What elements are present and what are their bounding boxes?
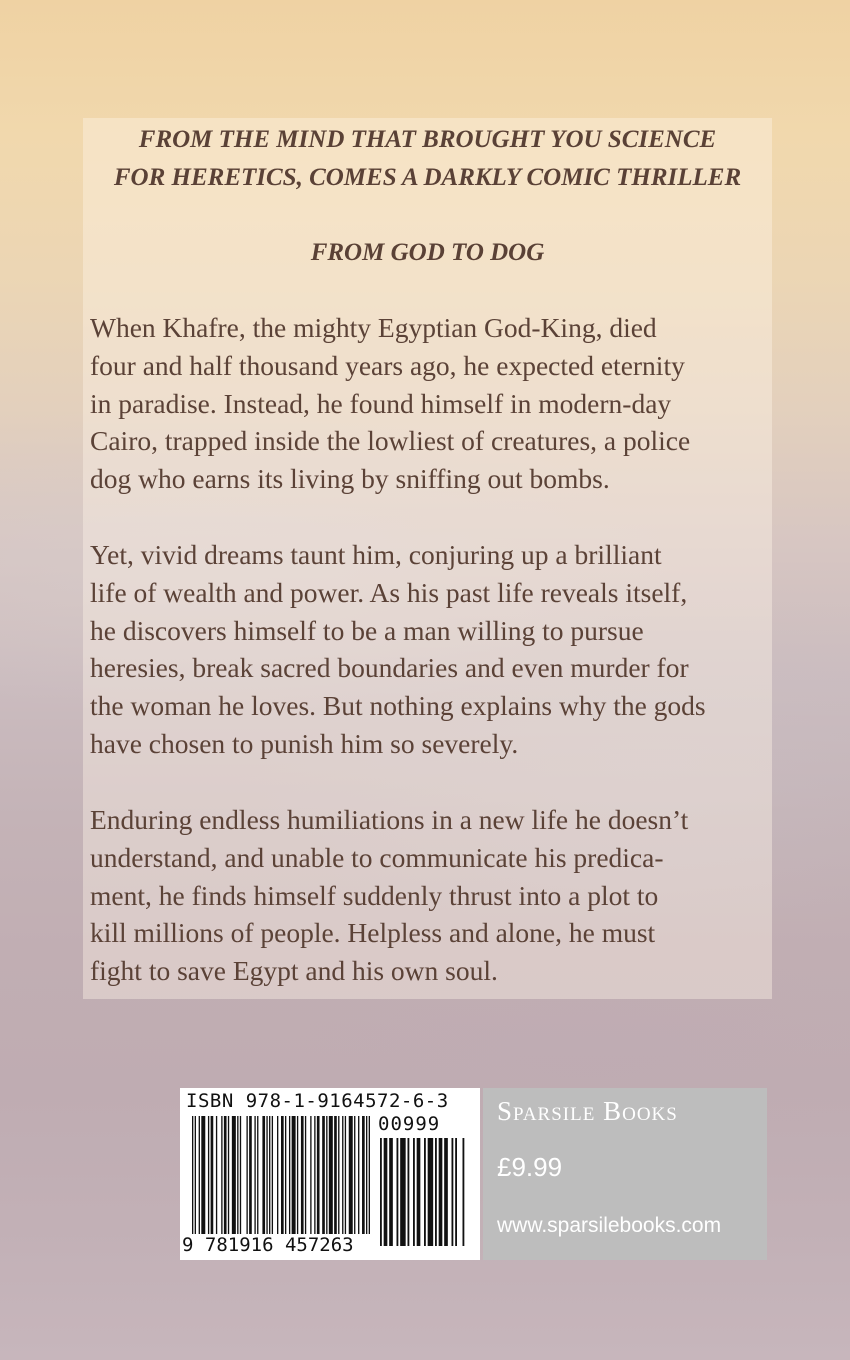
blurb-line: Enduring endless humiliations in a new life he doesn’t xyxy=(90,804,689,835)
barcode-bar xyxy=(362,1116,365,1234)
barcode-bar xyxy=(384,1138,388,1246)
barcode-bar xyxy=(334,1116,337,1234)
barcode-bar xyxy=(289,1116,290,1234)
barcode-bar xyxy=(349,1116,353,1234)
barcode-bar xyxy=(322,1116,325,1234)
tagline-line-2: FOR HERETICS, COMES A DARKLY COMIC THRILLER xyxy=(113,164,742,191)
barcode-bar xyxy=(417,1138,421,1246)
barcode-bar xyxy=(400,1138,406,1246)
barcode-bar xyxy=(463,1138,465,1246)
blurb-paragraph-2 xyxy=(90,536,770,763)
barcode-bar xyxy=(211,1116,214,1234)
barcode-bar xyxy=(297,1116,298,1234)
blurb-line: the woman he loves. But nothing explains why the gods xyxy=(90,690,706,722)
barcode-bar xyxy=(369,1116,370,1234)
book-price: £9.99 xyxy=(497,1152,563,1182)
barcode-addon-number: 00999 xyxy=(378,1113,441,1135)
barcode-bar xyxy=(424,1138,426,1246)
barcode-bar xyxy=(413,1138,415,1246)
blurb-line: ment, he finds himself suddenly thrust into a plot to xyxy=(90,879,659,911)
barcode-bar xyxy=(326,1116,327,1234)
blurb-line: have chosen to punish him so severely. xyxy=(90,727,519,759)
barcode-bar xyxy=(201,1116,205,1234)
blurb-line: heresies, break sacred boundaries and even murder for xyxy=(90,652,689,684)
barcode-bar xyxy=(452,1138,454,1246)
barcode-bar xyxy=(192,1116,193,1234)
blurb-line: dog who earns its living by sniffing out bombs. xyxy=(90,463,610,495)
barcode-addon-bars xyxy=(380,1138,468,1246)
barcode-bar xyxy=(305,1116,306,1234)
blurb-line: When Khafre, the mighty Egyptian God-King, died xyxy=(90,312,657,343)
barcode-bars xyxy=(192,1116,370,1234)
blurb-line: fight to save Egypt and his own soul. xyxy=(90,955,498,987)
blurb-line: Cairo, trapped inside the lowliest of creatures, a police xyxy=(90,425,691,457)
barcode-bar xyxy=(345,1116,346,1234)
blurb-line: he discovers himself to be a man willing to pursue xyxy=(90,614,644,646)
barcode-bar xyxy=(237,1116,238,1234)
barcode-bar xyxy=(224,1116,227,1234)
barcode-bar xyxy=(317,1116,320,1234)
blurb-panel xyxy=(83,118,772,999)
barcode-bar xyxy=(428,1138,434,1246)
barcode-bar xyxy=(292,1116,296,1234)
barcode-bar xyxy=(228,1116,229,1234)
barcode-bar xyxy=(254,1116,255,1234)
barcode-bar xyxy=(240,1116,241,1234)
barcode-bar xyxy=(208,1116,209,1234)
publisher-box xyxy=(483,1088,767,1260)
barcode-bar xyxy=(342,1116,343,1234)
blurb-line: four and half thousand years ago, he expected eternity xyxy=(90,349,685,381)
barcode-bar xyxy=(354,1116,355,1234)
barcode-bar xyxy=(338,1116,339,1234)
isbn-label: ISBN 978-1-9164572-6-3 xyxy=(186,1090,449,1112)
barcode-bar xyxy=(272,1116,273,1234)
barcode-bar xyxy=(199,1116,200,1234)
barcode-bar xyxy=(408,1138,410,1246)
barcode-bar xyxy=(380,1138,382,1246)
blurb-line: life of wealth and power. As his past life reveals itself, xyxy=(90,576,688,608)
barcode-bar xyxy=(435,1138,437,1246)
barcode-bar xyxy=(455,1138,457,1246)
tagline-line-1: FROM THE MIND THAT BROUGHT YOU SCIENCE xyxy=(138,126,717,153)
barcode-bar xyxy=(221,1116,222,1234)
blurb-paragraph-1 xyxy=(90,309,770,498)
barcode-bar xyxy=(285,1116,286,1234)
barcode-bar xyxy=(358,1116,359,1234)
barcode-bar xyxy=(439,1138,443,1246)
blurb-line: understand, and unable to communicate his predica- xyxy=(90,841,664,873)
publisher-name: Sparsile Books xyxy=(497,1096,678,1126)
barcode-bar xyxy=(310,1116,311,1234)
barcode-bar xyxy=(216,1116,217,1234)
ean-digits: 9 781916 457263 xyxy=(182,1234,354,1256)
barcode-bar xyxy=(397,1138,399,1246)
blurb-paragraph-3 xyxy=(90,801,770,990)
isbn-barcode xyxy=(180,1088,480,1260)
barcode-bar xyxy=(301,1116,304,1234)
blurb-line: Yet, vivid dreams taunt him, conjuring up a brilliant xyxy=(90,539,662,570)
blurb-line: kill millions of people. Helpless and alone, he must xyxy=(90,917,656,949)
barcode-bar xyxy=(314,1116,315,1234)
barcode-bar xyxy=(266,1116,267,1234)
barcode-bar xyxy=(232,1116,236,1234)
barcode-bar xyxy=(246,1116,247,1234)
barcode-bar xyxy=(389,1138,393,1246)
publisher-website: www.sparsilebooks.com xyxy=(497,1214,722,1237)
barcode-bar xyxy=(281,1116,284,1234)
blurb-line: in paradise. Instead, he found himself in modern-day xyxy=(90,387,672,419)
barcode-bar xyxy=(329,1116,333,1234)
barcode-bar xyxy=(257,1116,258,1234)
book-subtitle: FROM GOD TO DOG xyxy=(310,239,545,266)
barcode-bar xyxy=(269,1116,270,1234)
tagline xyxy=(83,121,772,197)
barcode-bar xyxy=(366,1116,367,1234)
barcode-bar xyxy=(444,1138,448,1246)
barcode-bar xyxy=(195,1116,196,1234)
barcode-bar xyxy=(249,1116,252,1234)
barcode-bar xyxy=(277,1116,278,1234)
barcode-bar xyxy=(262,1116,265,1234)
